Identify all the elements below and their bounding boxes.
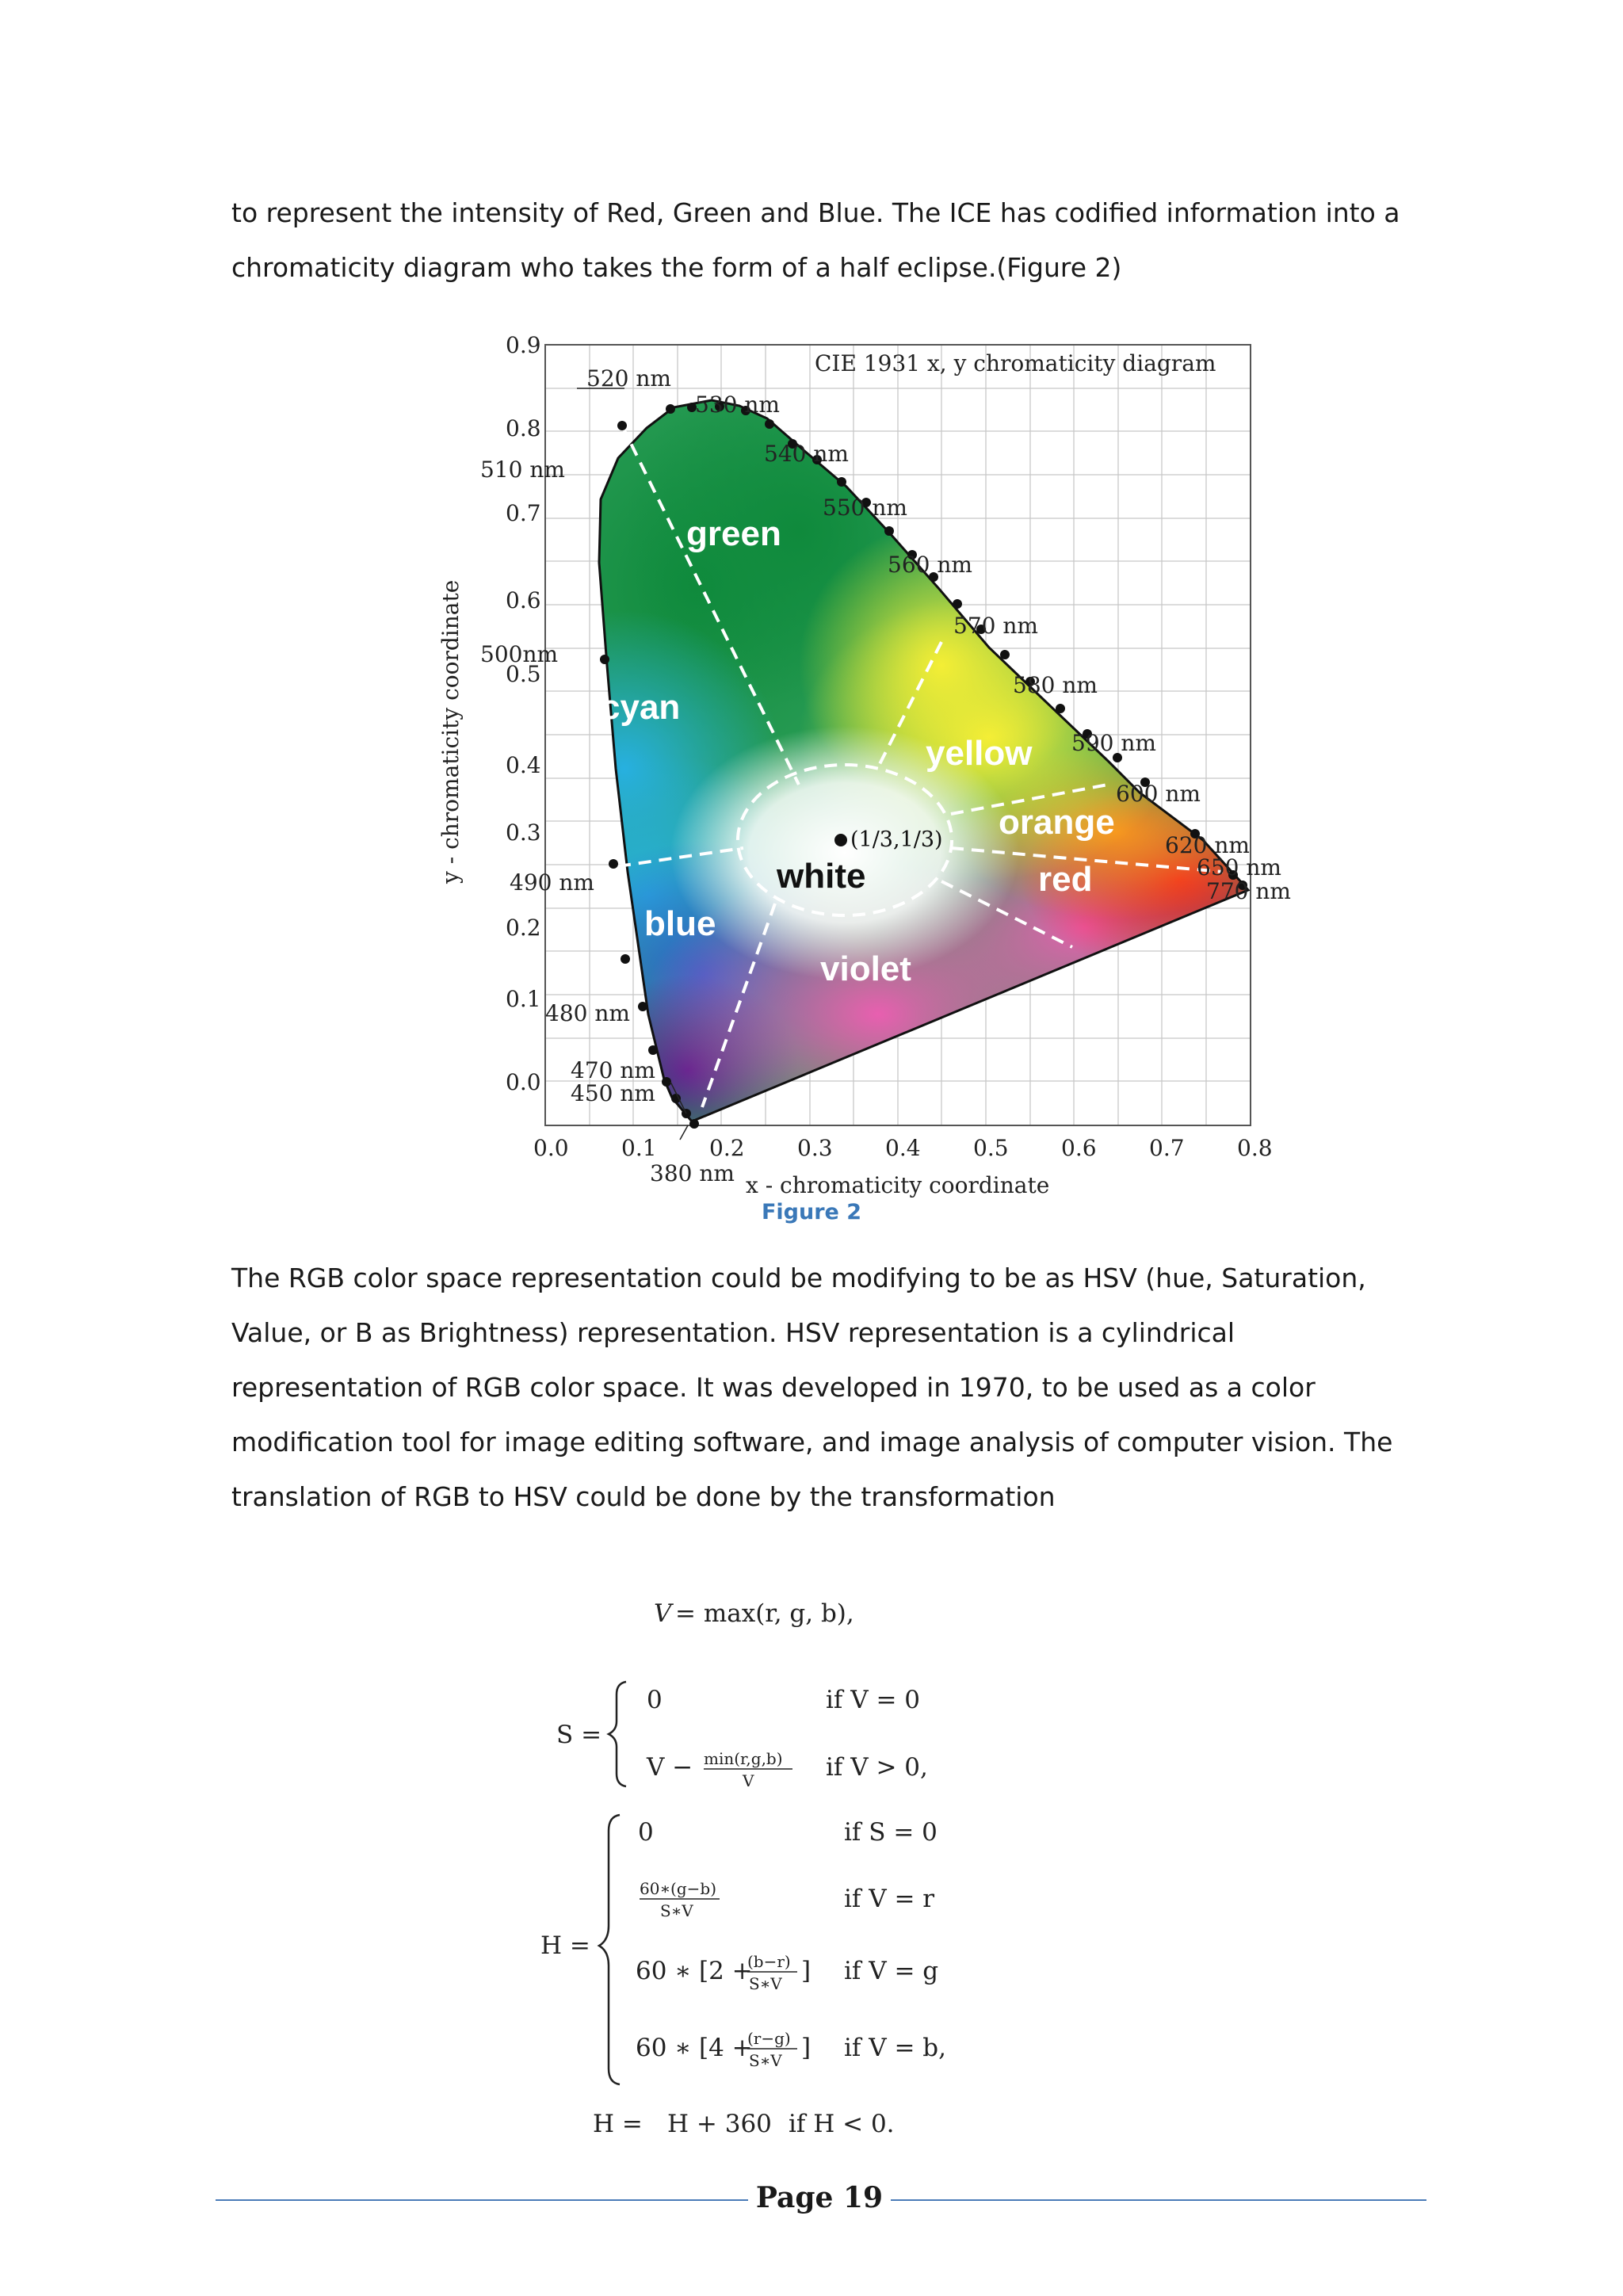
hsv-formulas: [507, 1585, 1062, 2156]
svg-text:S =: S =: [556, 1721, 602, 1749]
wavelength-label: 580 nm: [1013, 672, 1098, 698]
x-tick: 0.5: [973, 1135, 1009, 1161]
wavelength-label: 570 nm: [953, 613, 1038, 639]
svg-text:0: 0: [638, 1818, 654, 1847]
wavelength-label: 530 nm: [695, 392, 780, 418]
y-tick: 0.4: [506, 752, 541, 778]
svg-text:V: V: [743, 1771, 754, 1790]
white-point-label: (1/3,1/3): [850, 827, 943, 852]
region-label-green: green: [686, 514, 781, 553]
page-number: Page 19: [755, 2181, 884, 2214]
wavelength-label: 650 nm: [1197, 854, 1281, 881]
x-tick: 0.1: [621, 1135, 657, 1161]
y-axis-label: y - chromaticity coordinate: [437, 579, 464, 884]
svg-text:S∗V: S∗V: [660, 1901, 693, 1920]
white-point-dot: [834, 834, 847, 846]
x-tick-labels: [533, 1135, 1273, 1161]
wavelength-label: 620 nm: [1165, 832, 1250, 858]
figure-caption: Figure 2: [761, 1200, 862, 1224]
figure-title: CIE 1931 x, y chromaticity diagram: [815, 350, 1216, 376]
wavelength-label: 590 nm: [1071, 730, 1156, 756]
svg-text:(b−r): (b−r): [747, 1952, 791, 1971]
wavelength-label: 770 nm: [1206, 878, 1291, 904]
footer-rule-right: [891, 2199, 1426, 2201]
svg-text:V −: V −: [647, 1753, 693, 1782]
svg-text:[2 +: [2 +: [699, 1957, 753, 1985]
y-tick-labels: [506, 332, 541, 1095]
formula-h: [540, 1815, 946, 2084]
svg-text:S∗V: S∗V: [749, 1974, 782, 1993]
wavelength-label: 540 nm: [764, 441, 849, 467]
hsv-formula-block: [507, 1585, 1062, 2156]
page-footer: [216, 2177, 1426, 2225]
wavelength-label: 470 nm: [571, 1057, 655, 1083]
wavelength-label: 500nm: [480, 641, 559, 667]
svg-text:[4 +: [4 +: [699, 2034, 753, 2062]
svg-text:if S = 0: if S = 0: [844, 1818, 938, 1847]
formula-v: [654, 1599, 854, 1628]
region-label-violet: violet: [820, 949, 911, 988]
x-tick: 0.6: [1061, 1135, 1097, 1161]
svg-text:if V = r: if V = r: [844, 1885, 935, 1913]
wavelength-label: 550 nm: [823, 495, 907, 521]
svg-text:]: ]: [801, 1957, 812, 1985]
x-tick: 0.8: [1237, 1135, 1273, 1161]
svg-text:if H < 0.: if H < 0.: [789, 2110, 895, 2138]
region-label-orange: orange: [999, 803, 1115, 842]
wavelength-label: 510 nm: [480, 457, 565, 483]
x-tick: 0.0: [533, 1135, 569, 1161]
region-label-cyan: cyan: [601, 688, 681, 727]
x-axis-label: x - chromaticity coordinate: [746, 1172, 1050, 1198]
svg-text:0: 0: [647, 1686, 663, 1714]
wavelength-label: 380 nm: [650, 1160, 735, 1186]
wavelength-label: 490 nm: [510, 869, 594, 896]
svg-text:H + 360: H + 360: [667, 2110, 772, 2138]
svg-text:= max(r, g, b),: = max(r, g, b),: [675, 1599, 854, 1628]
svg-text:S∗V: S∗V: [749, 2051, 782, 2070]
svg-text:(r−g): (r−g): [747, 2029, 791, 2048]
x-tick: 0.4: [885, 1135, 921, 1161]
svg-text:if V = 0: if V = 0: [826, 1686, 921, 1714]
y-tick: 0.9: [506, 332, 541, 358]
x-tick: 0.2: [709, 1135, 745, 1161]
svg-text:if V = g: if V = g: [844, 1957, 939, 1985]
y-tick: 0.8: [506, 415, 541, 441]
wavelength-label: 450 nm: [571, 1080, 655, 1106]
x-tick: 0.7: [1149, 1135, 1185, 1161]
y-tick: 0.3: [506, 819, 541, 846]
svg-text:if V > 0,: if V > 0,: [826, 1753, 928, 1782]
svg-text:]: ]: [801, 2034, 812, 2062]
region-label-yellow: yellow: [926, 734, 1033, 773]
wavelength-label: 560 nm: [888, 552, 972, 578]
x-tick: 0.3: [797, 1135, 833, 1161]
y-tick: 0.2: [506, 915, 541, 941]
svg-text:60∗(g−b): 60∗(g−b): [640, 1879, 717, 1898]
formula-h-wrap: [593, 2110, 895, 2138]
y-tick: 0.6: [506, 587, 541, 613]
wavelength-label: 600 nm: [1116, 781, 1201, 807]
body-paragraph-2: The RGB color space representation could be modifying to be as HSV (hue, Saturation, Value, or B as Brightness) representation. HSV representation is a cylindrical representation of RGB color space. It was developed in 1970, to be used as a color modification tool for image editing software, and image analysis of computer vision. The translation of RGB to HSV could be done by the transformation: [231, 1263, 1393, 1512]
svg-text:V: V: [654, 1599, 672, 1628]
spectral-locus-fill: [458, 325, 1306, 1165]
svg-text:60 ∗: 60 ∗: [636, 2034, 692, 2062]
wavelength-label: 520 nm: [586, 365, 671, 392]
y-tick: 0.5: [506, 661, 541, 687]
region-label-white: white: [777, 857, 866, 896]
cie-chromaticity-figure: [434, 325, 1306, 1205]
region-label-blue: blue: [644, 904, 716, 943]
formula-s: [556, 1682, 928, 1790]
svg-text:H =: H =: [593, 2110, 643, 2138]
region-label-red: red: [1038, 860, 1093, 899]
footer-rule-left: [216, 2199, 748, 2201]
chromaticity-diagram: [434, 325, 1306, 1205]
y-tick: 0.7: [506, 500, 541, 526]
svg-text:min(r,g,b): min(r,g,b): [704, 1749, 783, 1768]
svg-text:60 ∗: 60 ∗: [636, 1957, 692, 1985]
y-tick: 0.0: [506, 1069, 541, 1095]
svg-text:H =: H =: [540, 1931, 590, 1960]
svg-text:if V = b,: if V = b,: [844, 2034, 947, 2062]
y-tick: 0.1: [506, 986, 541, 1012]
body-paragraph-1: to represent the intensity of Red, Green and Blue. The ICE has codified information into a chromaticity diagram who takes the form of a half eclipse.(Figure 2): [231, 197, 1400, 283]
wavelength-label: 480 nm: [545, 1000, 630, 1026]
